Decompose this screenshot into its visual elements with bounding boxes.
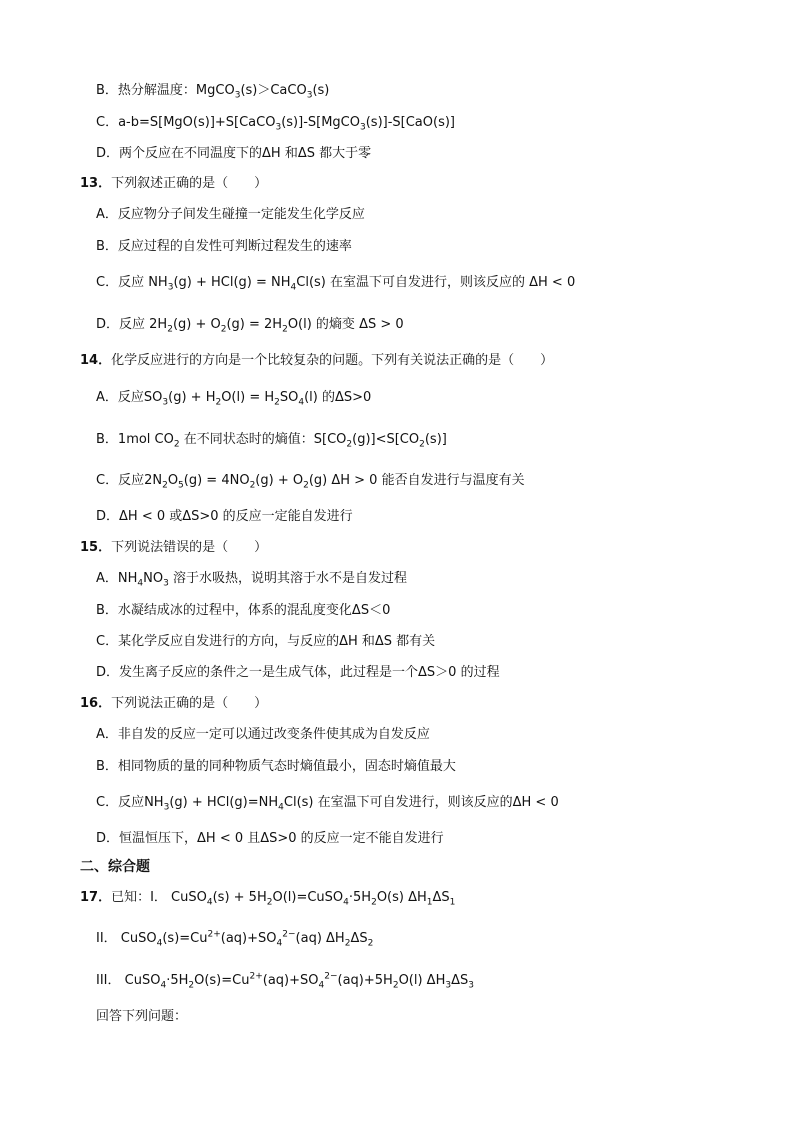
subscript: 2	[303, 480, 309, 491]
subscript: 1	[426, 897, 433, 908]
option-a-q16	[96, 726, 430, 744]
item-text: 已知：I． CuSO	[111, 890, 207, 905]
supscript: 2+	[207, 929, 221, 940]
item-text: 1mol CO	[117, 432, 174, 447]
question-15	[80, 539, 267, 557]
text-run: ΔS	[432, 890, 450, 905]
text-run: (s)]-S[MgCO	[281, 115, 360, 130]
item-label: D．	[96, 317, 120, 332]
question-16	[80, 695, 267, 713]
question-14	[80, 352, 553, 370]
item-text: 反应 2H	[119, 317, 168, 332]
subscript: 4	[156, 938, 163, 949]
item-label: 14．	[80, 353, 112, 368]
item-label: B．	[96, 603, 118, 618]
text-run: (l) 的ΔS>0	[304, 390, 372, 405]
option-b-q12	[96, 82, 329, 100]
item-text: ΔH < 0 或ΔS>0 的反应一定能自发进行	[119, 509, 353, 524]
item-text: CuSO	[120, 973, 161, 988]
text-run: (g) + O	[172, 317, 221, 332]
text-run: (g) + HCl(g)=NH	[169, 795, 279, 810]
item-text: 下列说法正确的是（ ）	[111, 696, 268, 711]
option-b-q14	[96, 431, 447, 449]
text-run: 在不同状态时的熵值：S[CO	[179, 432, 347, 447]
option-c-q12	[96, 114, 455, 132]
item-text: a-b=S[MgO(s)]+S[CaCO	[118, 115, 276, 130]
text-run: SO	[279, 390, 299, 405]
item-label: A．	[96, 571, 118, 586]
text-run: ·5H	[348, 890, 372, 905]
item-label: C．	[96, 473, 119, 488]
supscript: 2+	[249, 971, 263, 982]
item-label: 二、	[80, 859, 108, 875]
option-c-q16	[96, 794, 559, 812]
text-run: (s) + 5H	[212, 890, 267, 905]
option-d-q12	[96, 145, 371, 163]
item-label: B．	[96, 432, 118, 447]
subscript: 3	[275, 122, 282, 133]
item-text: 回答下列问题：	[96, 1009, 188, 1024]
subscript: 1	[449, 897, 456, 908]
text-run: (s)	[312, 83, 330, 98]
option-a-q15	[96, 570, 407, 588]
subscript: 2	[346, 439, 353, 450]
item-text: 某化学反应自发进行的方向，与反应的ΔH 和ΔS 都有关	[118, 634, 436, 649]
option-d-q13	[96, 316, 404, 334]
subscript: 4	[318, 980, 325, 991]
supscript: 2−	[324, 971, 338, 982]
subscript: 3	[468, 980, 474, 991]
item-text: 两个反应在不同温度下的ΔH 和ΔS 都大于零	[119, 146, 372, 161]
item-label: III．	[96, 973, 121, 988]
item-label: D．	[96, 146, 120, 161]
item-text: 反应 NH	[118, 275, 168, 290]
subscript: 2	[419, 439, 425, 450]
text-run: (aq)+SO	[262, 973, 319, 988]
text-run: O(s) ΔH	[376, 890, 427, 905]
item-label: 17．	[80, 890, 112, 905]
subscript: 2	[249, 480, 256, 491]
text-run: ΔS	[451, 973, 469, 988]
text-run: ·5H	[166, 973, 189, 988]
text-run: (g) ΔH > 0 能否自发进行与温度有关	[308, 473, 525, 488]
subscript: 2	[282, 324, 288, 335]
subscript: 2	[173, 439, 180, 450]
subscript: 4	[290, 282, 297, 293]
item-label: B．	[96, 239, 118, 254]
item-label: 15．	[80, 540, 112, 555]
item-text: 下列叙述正确的是（ ）	[111, 176, 268, 191]
text-run: Cl(s) 在室温下可自发进行，则该反应的ΔH < 0	[283, 795, 559, 810]
option-b-q15	[96, 602, 390, 620]
item-label: C．	[96, 795, 119, 810]
subscript: 4	[343, 897, 349, 908]
item-label: D．	[96, 509, 120, 524]
subscript: 2	[215, 397, 222, 408]
text-run: (aq) ΔH	[295, 931, 345, 946]
item-text: 非自发的反应一定可以通过改变条件使其成为自发反应	[117, 727, 430, 742]
item-text: 反应NH	[118, 795, 164, 810]
subscript: 2	[220, 324, 227, 335]
text-run: O(l) 的熵变 ΔS > 0	[287, 317, 404, 332]
item-text: 反应过程的自发性可判断过程发生的速率	[117, 239, 352, 254]
subscript: 2	[266, 897, 273, 908]
text-run: ΔS	[350, 931, 368, 946]
text-run: NO	[143, 571, 164, 586]
text-run: O	[167, 473, 179, 488]
item-label: 16．	[80, 696, 112, 711]
subscript: 2	[167, 324, 173, 335]
item-label: B．	[96, 83, 118, 98]
subscript: 2	[162, 480, 168, 491]
subscript: 4	[298, 397, 305, 408]
subscript: 2	[344, 938, 351, 949]
text-run: (g) + H	[168, 390, 216, 405]
item-text: 反应SO	[117, 390, 163, 405]
subscript: 2	[392, 980, 399, 991]
text-run: (g) + HCl(g) = NH	[173, 275, 291, 290]
item-label: A．	[96, 727, 118, 742]
text-run: (g) = 2H	[226, 317, 283, 332]
item-label: 13．	[80, 176, 112, 191]
item-text: 化学反应进行的方向是一个比较复杂的问题。下列有关说法正确的是（ ）	[111, 353, 554, 368]
subscript: 3	[445, 980, 452, 991]
item-text: 恒温恒压下，ΔH < 0 且ΔS>0 的反应一定不能自发进行	[119, 831, 444, 846]
subscript: 3	[234, 90, 241, 101]
option-a-q13	[96, 206, 365, 224]
option-b-q16	[96, 758, 456, 776]
subscript: 2	[188, 980, 195, 991]
supscript: 2−	[282, 929, 296, 940]
item-label: A．	[96, 207, 118, 222]
text-run: (aq)+5H	[337, 973, 393, 988]
item-label: II．	[96, 931, 117, 946]
option-c-q13	[96, 274, 575, 292]
answer-prompt	[96, 1008, 187, 1026]
subscript: 4	[206, 897, 213, 908]
section-heading	[80, 858, 150, 876]
text-run: (g) + O	[255, 473, 304, 488]
subscript: 4	[160, 980, 167, 991]
item-label: C．	[96, 115, 119, 130]
subscript: 3	[162, 397, 169, 408]
subscript: 3	[163, 802, 170, 813]
question-17	[80, 889, 455, 907]
text-run: (g) = 4NO	[183, 473, 250, 488]
text-run: O(l) = H	[221, 390, 275, 405]
item-label: C．	[96, 275, 119, 290]
option-a-q14	[96, 389, 371, 407]
equation-ii	[96, 930, 373, 948]
subscript: 5	[178, 480, 184, 491]
item-label: C．	[96, 634, 119, 649]
text-run: Cl(s) 在室温下可自发进行，则该反应的 ΔH < 0	[296, 275, 576, 290]
subscript: 4	[278, 802, 284, 813]
item-text: 反应物分子间发生碰撞一定能发生化学反应	[117, 207, 365, 222]
item-text: 水凝结成冰的过程中，体系的混乱度变化ΔS＜0	[117, 603, 391, 618]
subscript: 2	[274, 397, 280, 408]
option-d-q16	[96, 830, 444, 848]
subscript: 3	[163, 578, 169, 589]
text-run: (s)＞CaCO	[240, 83, 307, 98]
item-text: CuSO	[116, 931, 157, 946]
option-d-q14	[96, 508, 353, 526]
option-c-q14	[96, 472, 525, 490]
subscript: 2	[371, 897, 377, 908]
text-run: 溶于水吸热，说明其溶于水不是自发过程	[168, 571, 407, 586]
subscript: 2	[367, 938, 374, 949]
text-run: (g)]<S[CO	[352, 432, 420, 447]
text-run: (s)]	[424, 432, 447, 447]
item-label: D．	[96, 831, 120, 846]
item-text: 相同物质的量的同种物质气态时熵值最小，固态时熵值最大	[117, 759, 456, 774]
subscript: 3	[359, 122, 366, 133]
text-run: O(l)=CuSO	[272, 890, 344, 905]
option-c-q15	[96, 633, 435, 651]
item-text: 综合题	[108, 859, 150, 875]
item-label: B．	[96, 759, 118, 774]
item-text: NH	[117, 571, 138, 586]
item-text: 发生离子反应的条件之一是生成气体，此过程是一个ΔS＞0 的过程	[119, 665, 500, 680]
option-b-q13	[96, 238, 352, 256]
text-run: (s)]-S[CaO(s)]	[365, 115, 455, 130]
question-13	[80, 175, 267, 193]
equation-iii	[96, 972, 474, 990]
subscript: 3	[306, 90, 313, 101]
subscript: 3	[167, 282, 174, 293]
option-d-q15	[96, 664, 500, 682]
item-text: 反应2N	[118, 473, 163, 488]
text-run: (aq)+SO	[220, 931, 277, 946]
item-label: D．	[96, 665, 120, 680]
subscript: 4	[137, 578, 144, 589]
text-run: O(l) ΔH	[398, 973, 446, 988]
text-run: O(s)=Cu	[194, 973, 250, 988]
text-run: (s)=Cu	[162, 931, 208, 946]
item-text: 热分解温度：MgCO	[117, 83, 235, 98]
subscript: 4	[276, 938, 283, 949]
item-label: A．	[96, 390, 118, 405]
item-text: 下列说法错误的是（ ）	[111, 540, 268, 555]
